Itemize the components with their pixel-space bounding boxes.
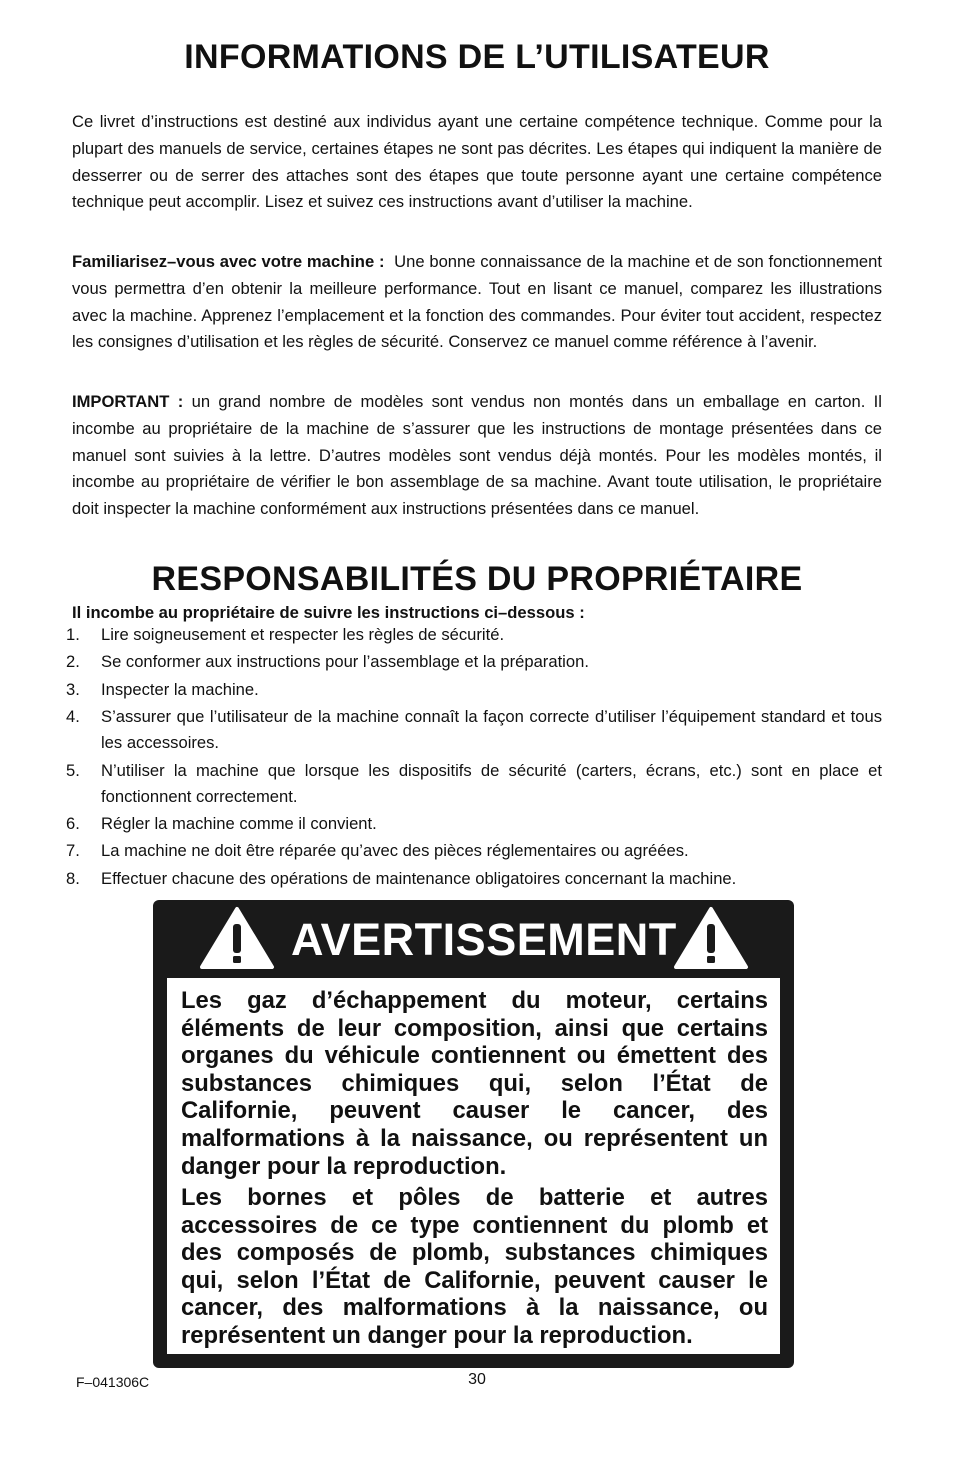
section-title-user-information: INFORMATIONS DE L’UTILISATEUR xyxy=(184,38,770,76)
paragraph-familiarize-text: Une bonne connaissance de la machine et de son fonctionnement vous permettra d’en obtenir la meilleure performance. Tout en lisant ce manuel, comparez les illustrations avec la machine. Apprenez l’emplacement et la fonction des commandes. Pour éviter tout accident, respectez les consignes d’utilisation et les règles de sécurité. Conservez ce manuel comme référence à l’avenir. xyxy=(72,252,882,352)
list-item-number: 4. xyxy=(66,707,80,727)
list-item-number: 3. xyxy=(66,679,80,699)
warning-body xyxy=(167,978,780,1354)
list-item-number: 1. xyxy=(66,625,80,644)
list-item-text: Effectuer chacune des opérations de maintenance obligatoires concernant la machine. xyxy=(101,868,737,888)
warning-triangle-icon xyxy=(673,906,749,970)
paragraph-important-text: un grand nombre de modèles sont vendus non montés dans un emballage en carton. Il incombe au propriétaire de la machine de s’assurer que les instructions de montage présentées dans ce manuel sont suivies à la lettre. D’autres modèles sont vendus déjà montés. Pour les modèles montés, il incombe au propriétaire de vérifier le bon assemblage de sa machine. Avant toute utilisation, le propriétaire doit inspecter la machine conformément aux instructions présentées dans ce manuel. xyxy=(72,392,882,519)
paragraph-intro: Ce livret d’instructions est destiné aux individus ayant une certaine compétence technique. Comme pour la plupart des manuels de service, certaines étapes ne sont pas décrites. Les étapes qui indiquent la manière de desserrer ou de serrer des attaches sont des étapes que toute personne ayant une certaine compétence technique peut accomplir. Lisez et suivez ces instructions avant d’utiliser la machine. xyxy=(72,112,882,212)
list-item xyxy=(66,811,882,837)
document-code: F–041306C xyxy=(76,1374,150,1390)
responsibilities-list xyxy=(66,622,882,893)
list-item-number: 5. xyxy=(66,760,80,780)
list-item-text: Se conformer aux instructions pour l’assemblage et la préparation. xyxy=(101,652,589,672)
list-item xyxy=(66,622,882,648)
warning-paragraph-exhaust: Les gaz d’échappement du moteur, certains éléments de leur composition, ainsi que certains organes du véhicule contiennent ou émettent des substances chimiques qui, selon l’État de Californie, peuvent causer le cancer, des malformations à la naissance, ou représentent un danger pour la reproduction. xyxy=(181,987,768,1180)
paragraph-important xyxy=(72,389,882,523)
list-item-text: Régler la machine comme il convient. xyxy=(101,813,377,833)
list-item-text: La machine ne doit être réparée qu’avec des pièces réglementaires ou agréées. xyxy=(101,841,689,861)
list-item xyxy=(66,838,882,864)
list-item xyxy=(66,677,882,703)
list-item-text: Inspecter la machine. xyxy=(101,679,259,699)
list-item-text: N’utiliser la machine que lorsque les dispositifs de sécurité (carters, écrans, etc.) sont en place et fonctionnent correctement. xyxy=(101,760,882,806)
list-item-number: 2. xyxy=(66,652,80,672)
list-item-number: 6. xyxy=(66,813,80,833)
warning-paragraph-battery: Les bornes et pôles de batterie et autres accessoires de ce type contiennent du plomb et des composés de plomb, substances chimiques qui, selon l’État de Californie, peuvent causer le cancer, des malformations à la naissance, ou représentent un danger pour la reproduction. xyxy=(181,1184,768,1349)
list-item xyxy=(66,866,882,892)
list-item xyxy=(66,649,882,675)
section-title-owner-responsibilities: RESPONSABILITÉS DU PROPRIÉTAIRE xyxy=(151,560,803,598)
paragraph-familiarize-lead: Familiarisez–vous avec votre machine : xyxy=(72,252,385,271)
paragraph-important-lead: IMPORTANT : xyxy=(72,392,184,411)
warning-header xyxy=(153,900,794,978)
warning-box xyxy=(153,900,794,1368)
list-item xyxy=(66,704,882,756)
warning-triangle-icon xyxy=(199,906,275,970)
list-item-number: 7. xyxy=(66,841,80,861)
list-item-text: S’assurer que l’utilisateur de la machine connaît la façon correcte d’utiliser l’équipement standard et tous les accessoires. xyxy=(101,707,882,753)
warning-title: AVERTISSEMENT xyxy=(291,914,677,965)
page-number: 30 xyxy=(468,1371,486,1388)
list-item-text: Lire soigneusement et respecter les règles de sécurité. xyxy=(101,625,505,644)
paragraph-familiarize xyxy=(72,249,882,356)
responsibilities-intro: Il incombe au propriétaire de suivre les instructions ci–dessous : xyxy=(72,603,585,622)
list-item xyxy=(66,758,882,810)
list-item-number: 8. xyxy=(66,868,80,888)
